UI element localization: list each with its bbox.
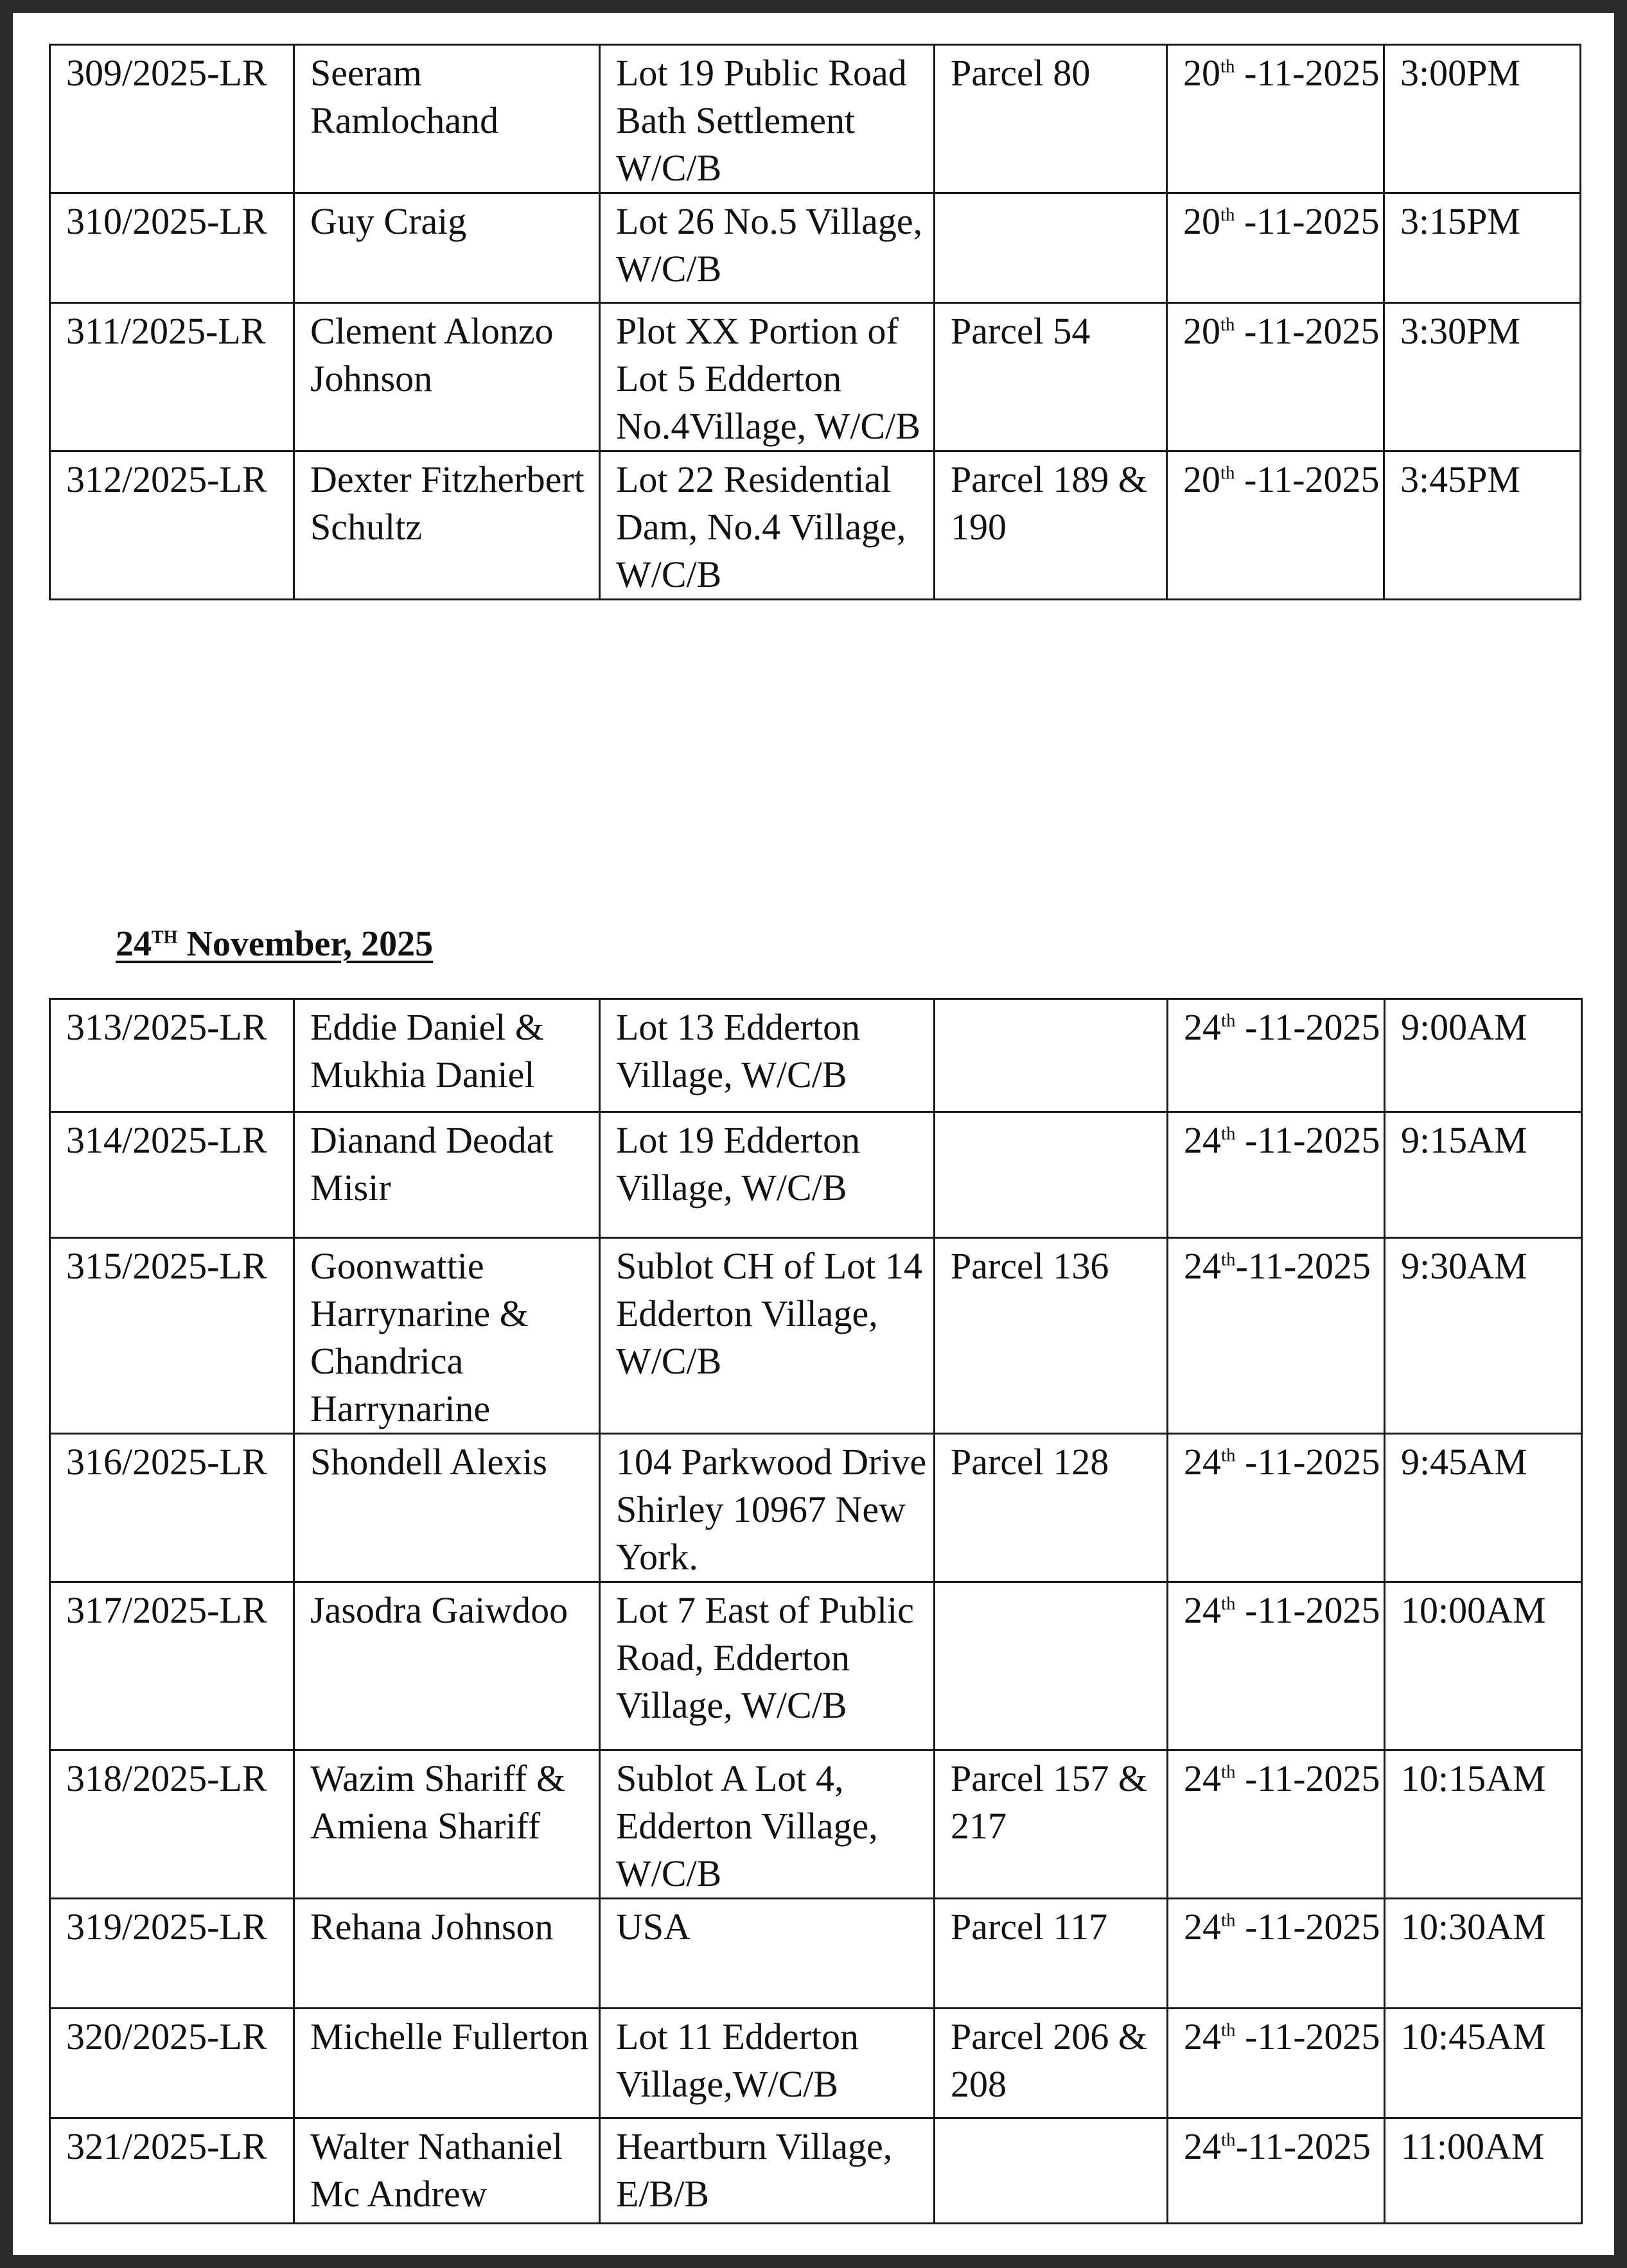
parcel-number: Parcel 117 [935,1899,1168,2009]
property-location: Sublot A Lot 4, Edderton Village, W/C/B [600,1750,935,1899]
hearing-date: 24th-11-2025 [1168,1238,1385,1434]
hearing-date: 20th -11-2025 [1167,45,1384,193]
parcel-number [935,1582,1168,1750]
applicant-name: Guy Craig [294,193,600,303]
table-row [50,303,1581,451]
property-location: Lot 13 Edderton Village, W/C/B [600,999,935,1112]
hearing-date: 24th -11-2025 [1168,1582,1385,1750]
parcel-number [935,2118,1168,2224]
hearing-date: 24th -11-2025 [1168,1434,1385,1582]
case-number: 313/2025-LR [50,999,294,1112]
property-location: Lot 26 No.5 Village, W/C/B [600,193,935,303]
case-number: 317/2025-LR [50,1582,294,1750]
hearing-date: 24th -11-2025 [1168,1899,1385,2009]
case-number: 309/2025-LR [50,45,294,193]
table-row [50,1582,1582,1750]
property-location: Lot 19 Public Road Bath Settlement W/C/B [600,45,935,193]
parcel-number: Parcel 189 & 190 [935,451,1167,600]
table-row [50,1112,1582,1238]
hearing-time: 9:00AM [1385,999,1582,1112]
parcel-number: Parcel 128 [935,1434,1168,1582]
applicant-name: Rehana Johnson [294,1899,600,2009]
hearing-date: 24th -11-2025 [1168,1112,1385,1238]
case-number: 318/2025-LR [50,1750,294,1899]
property-location: Plot XX Portion of Lot 5 Edderton No.4Village, W/C/B [600,303,935,451]
parcel-number [935,1112,1168,1238]
applicant-name: Jasodra Gaiwdoo [294,1582,600,1750]
table-row [50,999,1582,1112]
case-number: 310/2025-LR [50,193,294,303]
hearing-date: 24th -11-2025 [1168,999,1385,1112]
hearing-time: 10:15AM [1385,1750,1582,1899]
hearing-date: 24th-11-2025 [1168,2118,1385,2224]
table-row [50,2009,1582,2118]
applicant-name: Seeram Ramlochand [294,45,600,193]
case-number: 319/2025-LR [50,1899,294,2009]
case-number: 316/2025-LR [50,1434,294,1582]
case-number: 314/2025-LR [50,1112,294,1238]
table-row [50,2118,1582,2224]
parcel-number [935,999,1168,1112]
property-location: Lot 22 Residential Dam, No.4 Village, W/C/B [600,451,935,600]
applicant-name: Wazim Shariff & Amiena Shariff [294,1750,600,1899]
section-heading-date: 24TH November, 2025 [116,924,434,964]
property-location: Sublot CH of Lot 14 Edderton Village, W/C/B [600,1238,935,1434]
hearing-time: 9:15AM [1385,1112,1582,1238]
parcel-number [935,193,1167,303]
applicant-name: Goonwattie Harrynarine & Chandrica Harrynarine [294,1238,600,1434]
hearing-time: 10:00AM [1385,1582,1582,1750]
hearing-time: 3:00PM [1384,45,1581,193]
hearing-schedule-table-20-november [49,44,1581,600]
applicant-name: Dexter Fitzherbert Schultz [294,451,600,600]
parcel-number: Parcel 136 [935,1238,1168,1434]
hearing-date: 24th -11-2025 [1168,1750,1385,1899]
property-location: Lot 11 Edderton Village,W/C/B [600,2009,935,2118]
hearing-time: 9:45AM [1385,1434,1582,1582]
parcel-number: Parcel 54 [935,303,1167,451]
property-location: USA [600,1899,935,2009]
table-row [50,45,1581,193]
document-page [13,13,1614,2255]
hearing-date: 20th -11-2025 [1167,193,1384,303]
property-location: 104 Parkwood Drive Shirley 10967 New York. [600,1434,935,1582]
case-number: 311/2025-LR [50,303,294,451]
table-row [50,451,1581,600]
hearing-date: 20th -11-2025 [1167,303,1384,451]
property-location: Lot 19 Edderton Village, W/C/B [600,1112,935,1238]
hearing-time: 3:15PM [1384,193,1581,303]
applicant-name: Dianand Deodat Misir [294,1112,600,1238]
case-number: 320/2025-LR [50,2009,294,2118]
hearing-time: 11:00AM [1385,2118,1582,2224]
table-row [50,193,1581,303]
case-number: 315/2025-LR [50,1238,294,1434]
table-row [50,1434,1582,1582]
property-location: Lot 7 East of Public Road, Edderton Village, W/C/B [600,1582,935,1750]
applicant-name: Clement Alonzo Johnson [294,303,600,451]
table-row [50,1750,1582,1899]
hearing-time: 3:45PM [1384,451,1581,600]
hearing-time: 10:45AM [1385,2009,1582,2118]
property-location: Heartburn Village, E/B/B [600,2118,935,2224]
table-row [50,1238,1582,1434]
table-row [50,1899,1582,2009]
parcel-number: Parcel 206 & 208 [935,2009,1168,2118]
applicant-name: Shondell Alexis [294,1434,600,1582]
hearing-time: 10:30AM [1385,1899,1582,2009]
case-number: 321/2025-LR [50,2118,294,2224]
case-number: 312/2025-LR [50,451,294,600]
hearing-schedule-table-24-november [49,998,1583,2224]
parcel-number: Parcel 157 & 217 [935,1750,1168,1899]
applicant-name: Walter Nathaniel Mc Andrew [294,2118,600,2224]
hearing-time: 3:30PM [1384,303,1581,451]
parcel-number: Parcel 80 [935,45,1167,193]
hearing-time: 9:30AM [1385,1238,1582,1434]
hearing-date: 20th -11-2025 [1167,451,1384,600]
applicant-name: Michelle Fullerton [294,2009,600,2118]
applicant-name: Eddie Daniel & Mukhia Daniel [294,999,600,1112]
hearing-date: 24th -11-2025 [1168,2009,1385,2118]
